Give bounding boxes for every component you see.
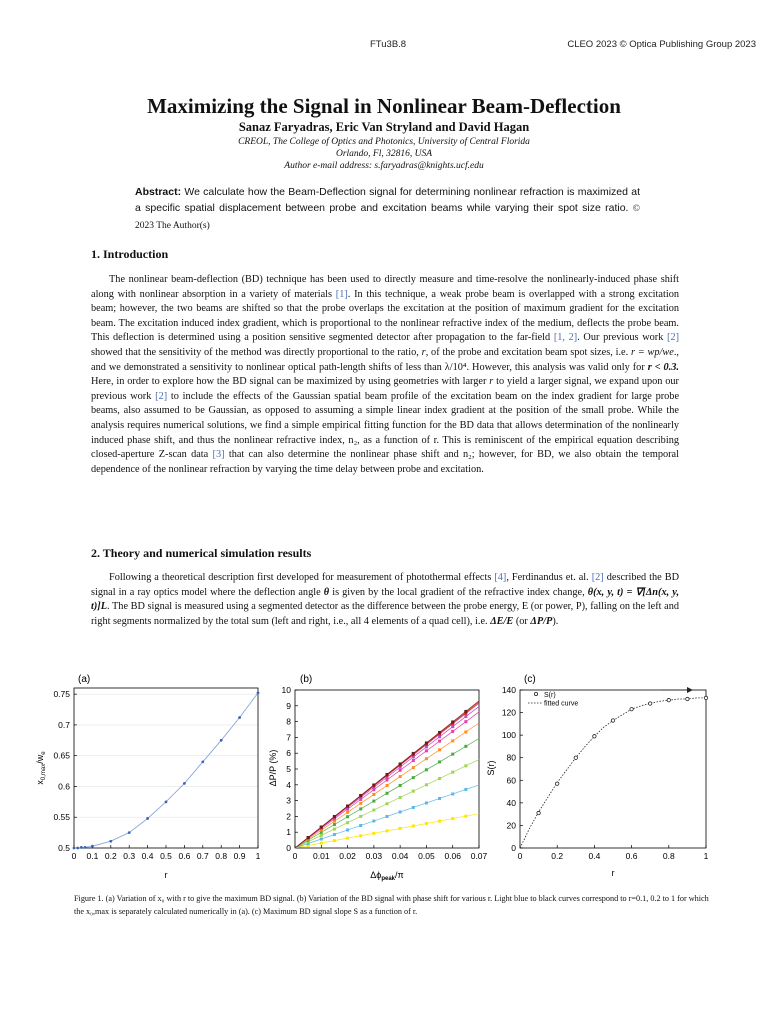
- panel-label-c: (c): [524, 674, 536, 685]
- data-point: [630, 707, 633, 710]
- x-tick-label: 0.1: [86, 851, 99, 861]
- data-point: [386, 778, 389, 781]
- data-point: [464, 710, 467, 713]
- y-tick-label: 4: [286, 779, 291, 790]
- data-point: [372, 809, 375, 812]
- data-point: [438, 797, 441, 800]
- x-tick-label: 0.06: [444, 851, 461, 861]
- data-point: [386, 829, 389, 832]
- x-tick-label: 0.4: [141, 851, 154, 861]
- data-point: [359, 794, 362, 797]
- paper-title: Maximizing the Signal in Nonlinear Beam-Deflection: [147, 94, 621, 118]
- data-point: [346, 811, 349, 814]
- panel-label-a: (a): [78, 674, 91, 685]
- y-tick-label: 0.55: [53, 812, 70, 823]
- y-tick-label: 9: [286, 700, 291, 711]
- equation-power-ratio: ΔP/P: [530, 615, 553, 627]
- y-tick-label: 0.6: [58, 781, 70, 792]
- x-tick-label: 0.3: [123, 851, 136, 861]
- data-point: [686, 697, 689, 700]
- legend: [528, 692, 578, 708]
- y-tick-label: 6: [286, 748, 291, 759]
- affiliation-line-2: Orlando, Fl, 32816, USA: [335, 149, 433, 159]
- data-point: [412, 776, 415, 779]
- x-tick-label: 0.01: [313, 851, 330, 861]
- data-point: [359, 802, 362, 805]
- data-point: [438, 748, 441, 751]
- citation-link[interactable]: [1]: [335, 288, 348, 300]
- data-point: [359, 815, 362, 818]
- panel-label-b: (b): [300, 674, 313, 685]
- data-point: [399, 769, 402, 772]
- data-point: [80, 846, 83, 849]
- x-tick-label: 0: [292, 851, 298, 861]
- page-header-conference: CLEO 2023 © Optica Publishing Group 2023: [567, 39, 756, 50]
- section-title-introduction: 1. Introduction: [91, 247, 169, 261]
- equation-deflection-angle: θ(x, y, t) = ∇[Δn(x, y, t)]L: [91, 586, 680, 613]
- data-point: [399, 827, 402, 830]
- data-point: [574, 756, 577, 759]
- x-tick-label: 0.05: [418, 851, 435, 861]
- data-point: [257, 692, 260, 695]
- y-tick-label: 60: [506, 775, 516, 786]
- fit-curve: [74, 693, 258, 848]
- x-tick-label: 0: [517, 851, 523, 861]
- data-point: [412, 766, 415, 769]
- data-point: [220, 739, 223, 742]
- data-point: [146, 817, 149, 820]
- y-tick-label: 140: [501, 685, 516, 695]
- y-axis-label: $x_{0,max}/w_e$: [35, 751, 47, 785]
- data-point: [372, 800, 375, 803]
- y-tick-label: 5: [286, 764, 291, 774]
- data-point: [464, 745, 467, 748]
- y-tick-label: 20: [506, 820, 516, 831]
- theory-paragraph: Following a theoretical description first developed for measurement of photothermal effects [4], Ferdinandus et. al. [2] described the BD signal in a ray optics model where the deflection angle θ is given by the local gradient of the refractive index change, θ(x, y, t) = ∇[Δn(x, y, t)]L. The BD signal is measured using a segmented detector as the difference between the probe energy, E (or power, P), falling on the left and right segments normalized by the total sum (left and right, i.e., all 4 elements of a quad cell), i.e. ΔE/E (or ΔP/P).: [91, 572, 680, 627]
- x-tick-label: 0: [71, 851, 77, 861]
- data-point: [704, 696, 707, 699]
- equation-energy-ratio: ΔE/E: [490, 615, 514, 627]
- data-point: [412, 759, 415, 762]
- affiliation-line-1: CREOL, The College of Optics and Photonics, University of Central Florida: [238, 137, 530, 147]
- x-tick-label: 0.2: [551, 851, 564, 861]
- affiliation-email: Author e-mail address: s.faryadras@knights.ucf.edu: [284, 161, 484, 171]
- x-tick-label: 0.9: [233, 851, 246, 861]
- data-point: [399, 810, 402, 813]
- y-tick-label: 1: [286, 827, 291, 838]
- x-tick-label: 0.6: [178, 851, 191, 861]
- data-point: [91, 845, 94, 848]
- data-point: [386, 773, 389, 776]
- data-point: [464, 764, 467, 767]
- y-tick-label: 0: [286, 843, 291, 853]
- data-point: [320, 825, 323, 828]
- data-point: [165, 800, 168, 803]
- data-point: [73, 847, 76, 850]
- arrow-icon: [687, 687, 693, 693]
- y-tick-label: 10: [281, 685, 291, 695]
- x-axis-label: $\Delta\phi_{peak}/\pi$: [370, 870, 404, 882]
- data-point: [412, 790, 415, 793]
- data-point: [537, 811, 540, 814]
- data-point: [649, 702, 652, 705]
- data-point: [451, 739, 454, 742]
- data-point: [425, 783, 428, 786]
- data-point: [128, 831, 131, 834]
- chart-panel-a: [28, 668, 268, 888]
- data-point: [667, 698, 670, 701]
- data-point: [333, 823, 336, 826]
- data-point: [438, 735, 441, 738]
- y-tick-label: 0: [511, 843, 516, 853]
- y-tick-label: 80: [506, 752, 516, 763]
- x-axis-label: r: [164, 870, 168, 880]
- data-point: [438, 820, 441, 823]
- y-tick-label: 7: [286, 732, 291, 743]
- y-axis-label: ΔP/P (%): [268, 749, 278, 787]
- data-point: [412, 752, 415, 755]
- data-point: [438, 731, 441, 734]
- data-point: [372, 783, 375, 786]
- plot-frame: [74, 688, 258, 848]
- data-point: [372, 819, 375, 822]
- x-tick-label: 0.07: [470, 851, 488, 861]
- y-tick-label: 2: [286, 811, 291, 822]
- data-point: [425, 741, 428, 744]
- data-point: [451, 792, 454, 795]
- data-point: [464, 788, 467, 791]
- data-point: [346, 804, 349, 807]
- data-point: [333, 839, 336, 842]
- data-point: [425, 822, 428, 825]
- data-point: [425, 749, 428, 752]
- data-point: [109, 840, 112, 843]
- data-point: [438, 777, 441, 780]
- data-point: [451, 725, 454, 728]
- y-tick-label: 0.5: [58, 843, 70, 853]
- abstract: [135, 184, 640, 234]
- x-tick-label: 0.8: [662, 851, 675, 861]
- chart-panel-b: [268, 668, 498, 888]
- figure-caption: Figure 1. (a) Variation of x₀ with r to give the maximum BD signal. (b) Variation of the BD signal with phase shift for various r. Light blue to black curves correspond to r=0.1, 0.2 to 1 for which the x₀,max is separately calculated numerically in (a). (c) Maximum BD signal slope S as a function of r.: [74, 894, 709, 916]
- y-tick-label: 0.75: [53, 689, 70, 700]
- legend-label-points: S(r): [544, 692, 556, 699]
- validity-condition: r < 0.3.: [647, 361, 679, 373]
- y-tick-label: 120: [501, 707, 516, 718]
- citation-link[interactable]: [2]: [667, 332, 680, 344]
- data-point: [386, 802, 389, 805]
- data-point: [346, 821, 349, 824]
- paper-authors: Sanaz Faryadras, Eric Van Stryland and David Hagan: [238, 120, 530, 134]
- plot-frame: [520, 690, 706, 848]
- data-point: [425, 768, 428, 771]
- data-point: [359, 807, 362, 810]
- data-point: [333, 828, 336, 831]
- section-title-theory: 2. Theory and numerical simulation results: [91, 546, 312, 560]
- data-point: [320, 834, 323, 837]
- x-tick-label: 0.7: [196, 851, 209, 861]
- data-point: [464, 715, 467, 718]
- data-point: [84, 846, 87, 849]
- data-point: [556, 782, 559, 785]
- x-tick-label: 0.2: [104, 851, 117, 861]
- abstract-label: Abstract:: [135, 186, 182, 198]
- legend-marker: [534, 692, 537, 695]
- citation-link[interactable]: [2]: [591, 572, 604, 583]
- data-point: [425, 801, 428, 804]
- data-point: [399, 784, 402, 787]
- data-point: [611, 719, 614, 722]
- x-tick-label: 1: [703, 851, 709, 861]
- data-point: [183, 782, 186, 785]
- equation-ratio: r = wp/we: [630, 346, 674, 358]
- y-tick-label: 0.65: [53, 750, 70, 761]
- data-point: [372, 832, 375, 835]
- data-point: [399, 796, 402, 799]
- data-point: [464, 730, 467, 733]
- x-axis-label: r: [611, 868, 615, 878]
- data-point: [399, 762, 402, 765]
- citation-link[interactable]: [1, 2]: [553, 332, 578, 344]
- x-tick-label: 1: [255, 851, 261, 861]
- data-point: [320, 842, 323, 845]
- y-tick-label: 0.7: [58, 719, 70, 730]
- x-tick-label: 0.04: [391, 851, 409, 861]
- legend-label-fit: fitted curve: [544, 700, 579, 708]
- citation-link[interactable]: [2]: [155, 390, 168, 402]
- x-tick-label: 0.03: [365, 851, 383, 861]
- y-tick-label: 8: [286, 716, 291, 727]
- data-point: [451, 753, 454, 756]
- introduction-paragraph: The nonlinear beam-deflection (BD) technique has been used to directly measure and time-resolve the nonlinearly-induced phase shift along with nonlinear absorption in a variety of materials [1]. In this technique, a weak probe beam is overlapped with a strong excitation beam; however, the two beams are shifted so that the probe overlaps the excitation at the position of maximum gradient for the excitation beam. The excitation induced index gradient, which is proportional to the nonlinear refractive index of the medium, deflects the probe beam. This deflection is determined using a position sensitive segmented detector after propagation to the far-field [1, 2]. Our previous work [2] showed that the sensitivity of the method was directly proportional to the ratio, r, of the probe and excitation beam spot sizes, i.e. r = wp/we., and we demonstrated a sensitivity to nonlinear optical path-length shifts of less than λ/10⁴. However, this analysis was valid only for r < 0.3. Here, in order to explore how the BD signal can be maximized by using geometries with larger r to yield a larger signal, we expand upon our previous work [2] to include the effects of the Gaussian spatial beam profile of the excitation beam on the index gradient for large probe beams, also assumed to be Gaussian, as opposed to assuming a simple linear index gradient at the position of the small probe. While the analysis requires numerical solutions, we find a simple empirical fitting function for the BD data that allows determination of the nonlinearly induced phase shift, and thus the nonlinear refractive index, n₂, as a function of r. This is reminiscent of the empirical equation describing closed-aperture Z-scan data [3] that can also determine the nonlinear phase shift and n₂; however, for BD, we also obtain the temporal dependence of the nonlinear refraction by varying the time delay between probe and excitation.: [91, 274, 680, 475]
- data-point: [346, 837, 349, 840]
- data-point: [333, 815, 336, 818]
- data-point: [372, 793, 375, 796]
- data-point: [346, 815, 349, 818]
- y-tick-label: 3: [286, 795, 291, 806]
- data-point: [451, 771, 454, 774]
- data-point: [386, 792, 389, 795]
- data-point: [359, 824, 362, 827]
- data-point: [307, 836, 310, 839]
- y-tick-label: 40: [506, 797, 516, 808]
- data-point: [399, 775, 402, 778]
- data-point: [451, 817, 454, 820]
- data-point: [320, 837, 323, 840]
- abstract-text: We calculate how the Beam-Deflection signal for determining nonlinear refraction is maximized at a specific spatial displacement between probe and excitation beams while varying their spot size ratio.: [135, 186, 640, 214]
- data-point: [438, 740, 441, 743]
- data-point: [451, 730, 454, 733]
- data-point: [593, 735, 596, 738]
- data-point: [451, 720, 454, 723]
- citation-link[interactable]: [4]: [494, 572, 507, 583]
- data-point: [201, 760, 204, 763]
- x-tick-label: 0.4: [588, 851, 601, 861]
- y-tick-label: 100: [501, 730, 516, 741]
- chart-panel-c: [484, 668, 724, 888]
- x-tick-label: 0.8: [215, 851, 228, 861]
- data-point: [238, 716, 241, 719]
- data-point: [412, 806, 415, 809]
- data-point: [438, 760, 441, 763]
- x-tick-label: 0.6: [625, 851, 638, 861]
- data-point: [412, 824, 415, 827]
- y-axis-label: S(r): [486, 760, 496, 776]
- data-point: [464, 720, 467, 723]
- page-header-code: FTu3B.8: [370, 39, 407, 50]
- x-tick-label: 0.5: [160, 851, 172, 861]
- plot-frame: [295, 690, 479, 848]
- data-point: [386, 815, 389, 818]
- data-point: [425, 757, 428, 760]
- data-point: [346, 828, 349, 831]
- citation-link[interactable]: [3]: [212, 449, 225, 461]
- x-tick-label: 0.02: [339, 851, 356, 861]
- data-point: [333, 833, 336, 836]
- data-point: [386, 784, 389, 787]
- data-point: [359, 834, 362, 837]
- data-point: [464, 815, 467, 818]
- data-point: [76, 847, 79, 850]
- abstract-copyright: © 2023 The Author(s): [135, 204, 641, 231]
